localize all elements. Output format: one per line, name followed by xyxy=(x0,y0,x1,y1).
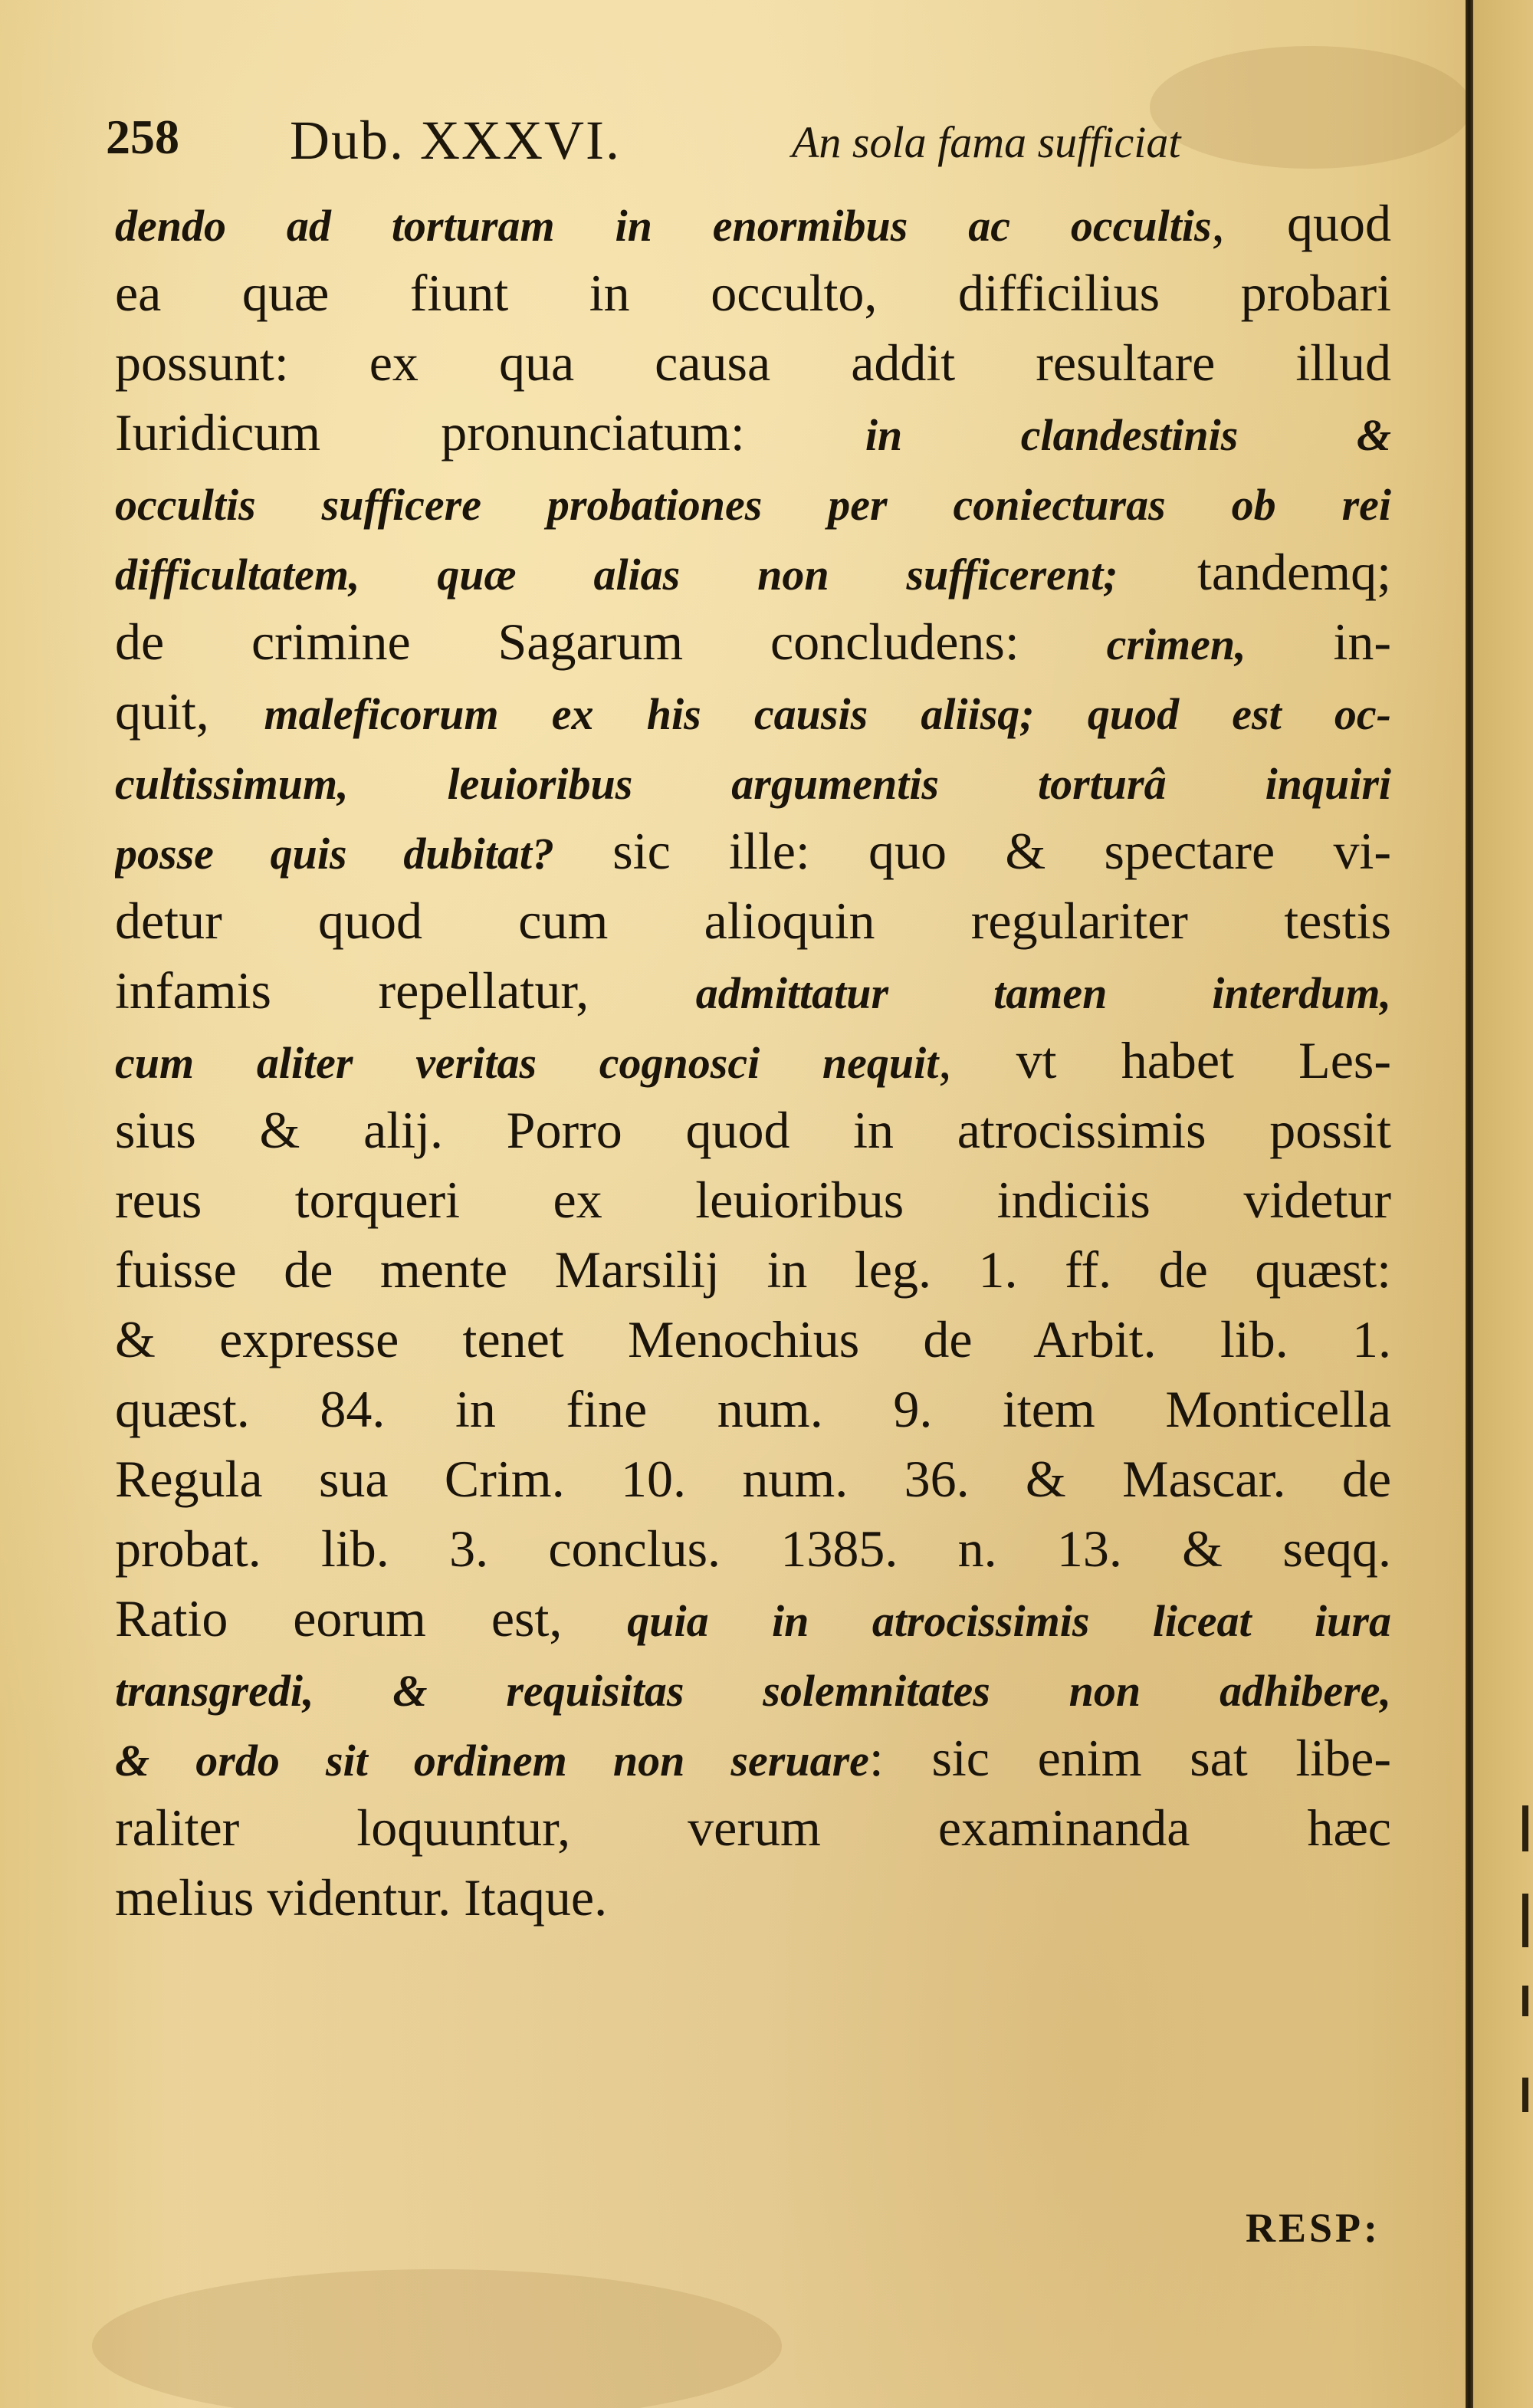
text-line xyxy=(115,956,1391,1026)
text-line xyxy=(115,1514,1391,1584)
roman-run: sius & alij. Porro quod in atrocissimis possit xyxy=(115,1101,1391,1159)
italic-run: cultissimum, leuioribus argumentis torturâ inquiri xyxy=(115,759,1391,809)
facing-page-mark xyxy=(1522,2078,1528,2112)
facing-page-edge xyxy=(1473,0,1533,2408)
facing-page-mark xyxy=(1522,1894,1528,1947)
page-header xyxy=(98,109,1447,178)
italic-run: cum aliter veritas cognosci nequit xyxy=(115,1038,939,1088)
text-line xyxy=(115,328,1391,398)
text-line xyxy=(115,1723,1391,1793)
roman-run: reus torqueri ex leuioribus indiciis videtur xyxy=(115,1171,1391,1229)
roman-run: tandemq; xyxy=(1118,543,1391,601)
roman-run: possunt: ex qua causa addit resultare illud xyxy=(115,333,1391,392)
italic-run: admittatur tamen interdum, xyxy=(695,968,1391,1018)
italic-run: maleficorum ex his causis aliisq; quod est oc- xyxy=(264,689,1391,739)
italic-run: posse quis dubitat? xyxy=(115,829,554,879)
italic-run: quia in atrocissimis liceat iura xyxy=(627,1596,1391,1646)
text-line xyxy=(115,677,1391,747)
running-head: Dub. XXXVI. xyxy=(290,110,621,171)
roman-run: quæst. 84. in fine num. 9. item Monticella xyxy=(115,1380,1391,1438)
roman-run: sic ille: quo & spectare vi- xyxy=(553,822,1391,880)
text-line xyxy=(115,1793,1391,1863)
roman-run: Regula sua Crim. 10. num. 36. & Mascar. de xyxy=(115,1450,1391,1508)
text-line xyxy=(115,1305,1391,1375)
italic-run: occultis sufficere probationes per coniecturas ob rei xyxy=(115,480,1391,530)
running-title: An sola fama sufficiat xyxy=(792,117,1181,167)
italic-run: dendo ad torturam in enormibus ac occultis xyxy=(115,201,1212,251)
italic-run: crimen, xyxy=(1106,619,1246,669)
catchword: RESP: xyxy=(1246,2205,1381,2251)
text-line xyxy=(115,1584,1391,1654)
roman-run: in- xyxy=(1246,613,1391,671)
text-line xyxy=(115,468,1391,537)
text-line xyxy=(115,1654,1391,1723)
roman-run: , quod xyxy=(1211,194,1391,252)
italic-run: & ordo sit ordinem non seruare xyxy=(115,1736,869,1785)
roman-run: fuisse de mente Marsilij in leg. 1. ff. de quæst: xyxy=(115,1240,1391,1299)
text-line xyxy=(115,1444,1391,1514)
text-line xyxy=(115,1375,1391,1444)
text-line xyxy=(115,816,1391,886)
text-line xyxy=(115,1235,1391,1305)
gutter-rule xyxy=(1466,0,1473,2408)
roman-run: , vt habet Les- xyxy=(938,1031,1391,1089)
text-line xyxy=(115,258,1391,328)
roman-run: Iuridicum pronunciatum: xyxy=(115,403,865,462)
text-line xyxy=(115,398,1391,468)
text-line xyxy=(115,607,1391,677)
facing-page-mark xyxy=(1522,1805,1528,1851)
roman-run: probat. lib. 3. conclus. 1385. n. 13. & seqq. xyxy=(115,1519,1391,1578)
text-line xyxy=(115,1096,1391,1165)
text-line xyxy=(115,189,1391,258)
roman-run: infamis repellatur, xyxy=(115,961,696,1020)
text-line xyxy=(115,1863,1391,1933)
body-text xyxy=(115,189,1391,1933)
page-number: 258 xyxy=(106,110,179,164)
italic-run: in clandestinis & xyxy=(865,410,1391,460)
roman-run: & expresse tenet Menochius de Arbit. lib. 1. xyxy=(115,1310,1391,1368)
text-line xyxy=(115,747,1391,816)
text-line xyxy=(115,1026,1391,1096)
roman-run: : sic enim sat libe- xyxy=(868,1729,1391,1787)
paper-stain xyxy=(92,2269,782,2408)
text-line xyxy=(115,537,1391,607)
roman-run: quit, xyxy=(115,682,264,741)
roman-run: melius videntur. Itaque. xyxy=(115,1868,608,1927)
roman-run: Ratio eorum est, xyxy=(115,1589,628,1647)
italic-run: difficultatem, quæ alias non sufficerent; xyxy=(115,550,1118,600)
roman-run: raliter loquuntur, verum examinanda hæc xyxy=(115,1799,1391,1857)
roman-run: de crimine Sagarum concludens: xyxy=(115,613,1107,671)
roman-run: detur quod cum alioquin regulariter testis xyxy=(115,892,1391,950)
facing-page-mark xyxy=(1522,1986,1528,2016)
text-line xyxy=(115,886,1391,956)
italic-run: transgredi, & requisitas solemnitates non adhibere, xyxy=(115,1666,1391,1716)
roman-run: ea quæ fiunt in occulto, difficilius probari xyxy=(115,264,1391,322)
text-line xyxy=(115,1165,1391,1235)
